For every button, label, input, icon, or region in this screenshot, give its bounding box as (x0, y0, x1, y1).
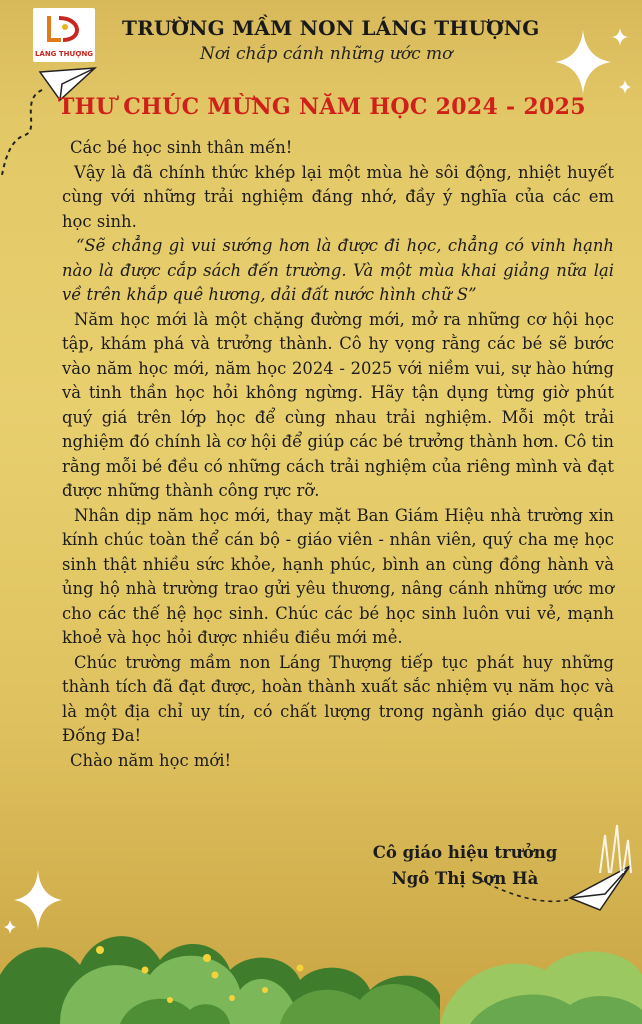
school-name: TRƯỜNG MẦM NON LÁNG THƯỢNG (122, 16, 540, 40)
slogan: Nơi chắp cánh những ước mơ (200, 44, 453, 64)
greeting: Các bé học sinh thân mến! (70, 138, 293, 157)
logo-mark-icon (43, 14, 83, 44)
school-logo (33, 8, 95, 62)
closing-line: Chào năm học mới! (70, 750, 232, 770)
signature-role: Cô giáo hiệu trưởng (372, 843, 558, 862)
logo-text: LÁNG THƯỢNG (34, 50, 94, 58)
signature-name: Ngô Thị Sơn Hà (391, 869, 539, 888)
letter-title: THƯ CHÚC MỪNG NĂM HỌC 2024 - 2025 (58, 94, 586, 120)
paragraph-1: Vậy là đã chính thức khép lại một mùa hè sôi động, nhiệt huyết cùng với những trải nghiệm đáng nhớ, đầy ý nghĩa của các em học sinh. (62, 162, 614, 231)
paragraph-3: Năm học mới là một chặng đường mới, mở ra những cơ hội học tập, khám phá và trưởng thành. Cô hy vọng rằng các bé sẽ bước vào năm học mới, năm học 2024 - 2025 với niềm vui, sự hào hứng và tinh thần học hỏi không ngừng. Hãy tận dụng từng giờ phút quý giá trên lớp học để cùng nhau trải nghiệm. Mỗi một trải nghiệm đó chính là cơ hội để giúp các bé trưởng thành hơn. Cô tin rằng mỗi bé đều có những cách trải nghiệm của riêng mình và đạt được những thành công rực rỡ. (62, 309, 614, 500)
quote-paragraph: “Sẽ chẳng gì vui sướng hơn là được đi học, chẳng có vinh hạnh nào là được cắp sách đến trường. Và một mùa khai giảng nữa lại về trên khắp quê hương, dải đất nước hình chữ S” (62, 236, 614, 304)
bushes-illustration (0, 880, 642, 1024)
grass-icon (595, 815, 635, 875)
letter-body (62, 136, 614, 773)
paragraph-4: Nhân dịp năm học mới, thay mặt Ban Giám Hiệu nhà trường xin kính chúc toàn thể cán bộ - giáo viên - nhân viên, quý cha mẹ học sinh thật nhiều sức khỏe, hạnh phúc, bình an cùng đồng hành và ủng hộ nhà trường trao gửi yêu thương, nâng cánh những ước mơ cho các thế hệ học sinh. Chúc các bé học sinh luôn vui vẻ, mạnh khoẻ và học hỏi được nhiều điều mới mẻ. (62, 505, 614, 647)
paragraph-5: Chúc trường mầm non Láng Thượng tiếp tục phát huy những thành tích đã đạt được, hoàn thành xuất sắc nhiệm vụ năm học và là một địa chỉ uy tín, có chất lượng trong ngành giáo dục quận Đống Đa! (62, 652, 614, 745)
